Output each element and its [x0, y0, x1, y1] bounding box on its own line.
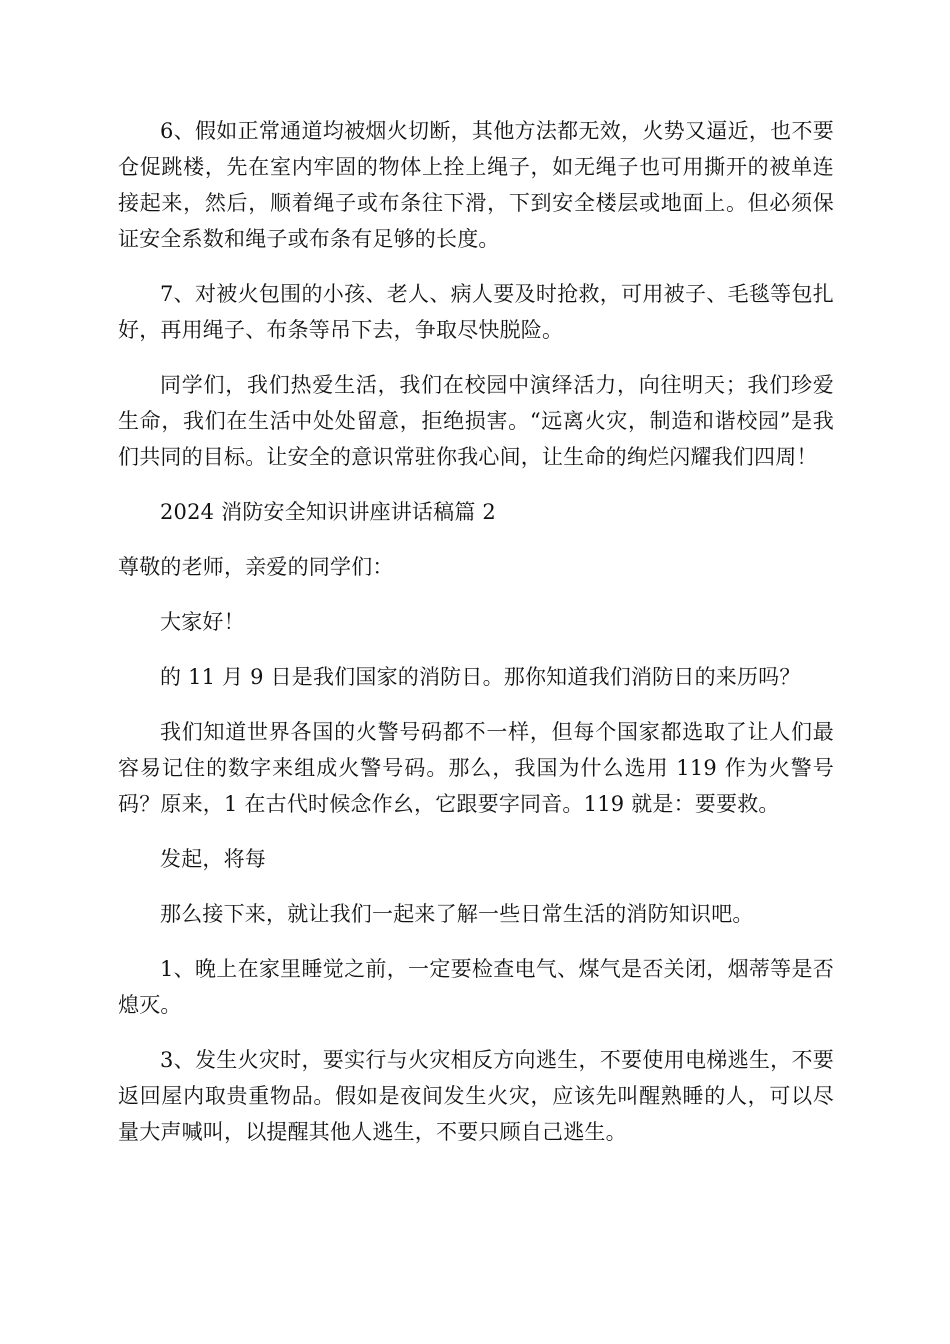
paragraph-fragment: 发起，将每	[160, 847, 266, 871]
paragraph-intro-knowledge: 那么接下来，就让我们一起来了解一些日常生活的消防知识吧。	[160, 902, 754, 926]
paragraph-rule-1: 1、晚上在家里睡觉之前，一定要检查电气、煤气是否关闭，烟蒂等是否熄灭。	[118, 957, 834, 1017]
paragraph-fire-day: 的 11 月 9 日是我们国家的消防日。那你知道我们消防日的来历吗？	[160, 665, 801, 689]
paragraph-119: 我们知道世界各国的火警号码都不一样，但每个国家都选取了让人们最容易记住的数字来组成火警号码。那么，我国为什么选用 119 作为火警号码？原来，1 在古代时候念作幺，它跟要字同音。119 就是：要要救。	[118, 720, 834, 816]
paragraph-rule-6: 6、假如正常通道均被烟火切断，其他方法都无效，火势又逼近，也不要仓促跳楼，先在室内牢固的物体上拴上绳子，如无绳子也可用撕开的被单连接起来，然后，顺着绳子或布条往下滑，下到安全楼层或地面上。但必须保证安全系数和绳子或布条有足够的长度。	[118, 119, 834, 251]
salutation: 尊敬的老师，亲爱的同学们：	[118, 555, 394, 579]
paragraph-closing: 同学们，我们热爱生活，我们在校园中演绎活力，向往明天；我们珍爱生命，我们在生活中处处留意，拒绝损害。“远离火灾，制造和谐校园”是我们共同的目标。让安全的意识常驻你我心间，让生命的绚烂闪耀我们四周！	[118, 373, 834, 469]
section-heading: 2024 消防安全知识讲座讲话稿篇 2	[160, 500, 496, 524]
document-page	[118, 113, 834, 1169]
paragraph-rule-7: 7、对被火包围的小孩、老人、病人要及时抢救，可用被子、毛毯等包扎好，再用绳子、布条等吊下去，争取尽快脱险。	[118, 282, 834, 342]
greeting: 大家好！	[160, 610, 245, 634]
paragraph-rule-3: 3、发生火灾时，要实行与火灾相反方向逃生，不要使用电梯逃生，不要返回屋内取贵重物品。假如是夜间发生火灾，应该先叫醒熟睡的人，可以尽量大声喊叫，以提醒其他人逃生，不要只顾自己逃生。	[118, 1048, 834, 1144]
